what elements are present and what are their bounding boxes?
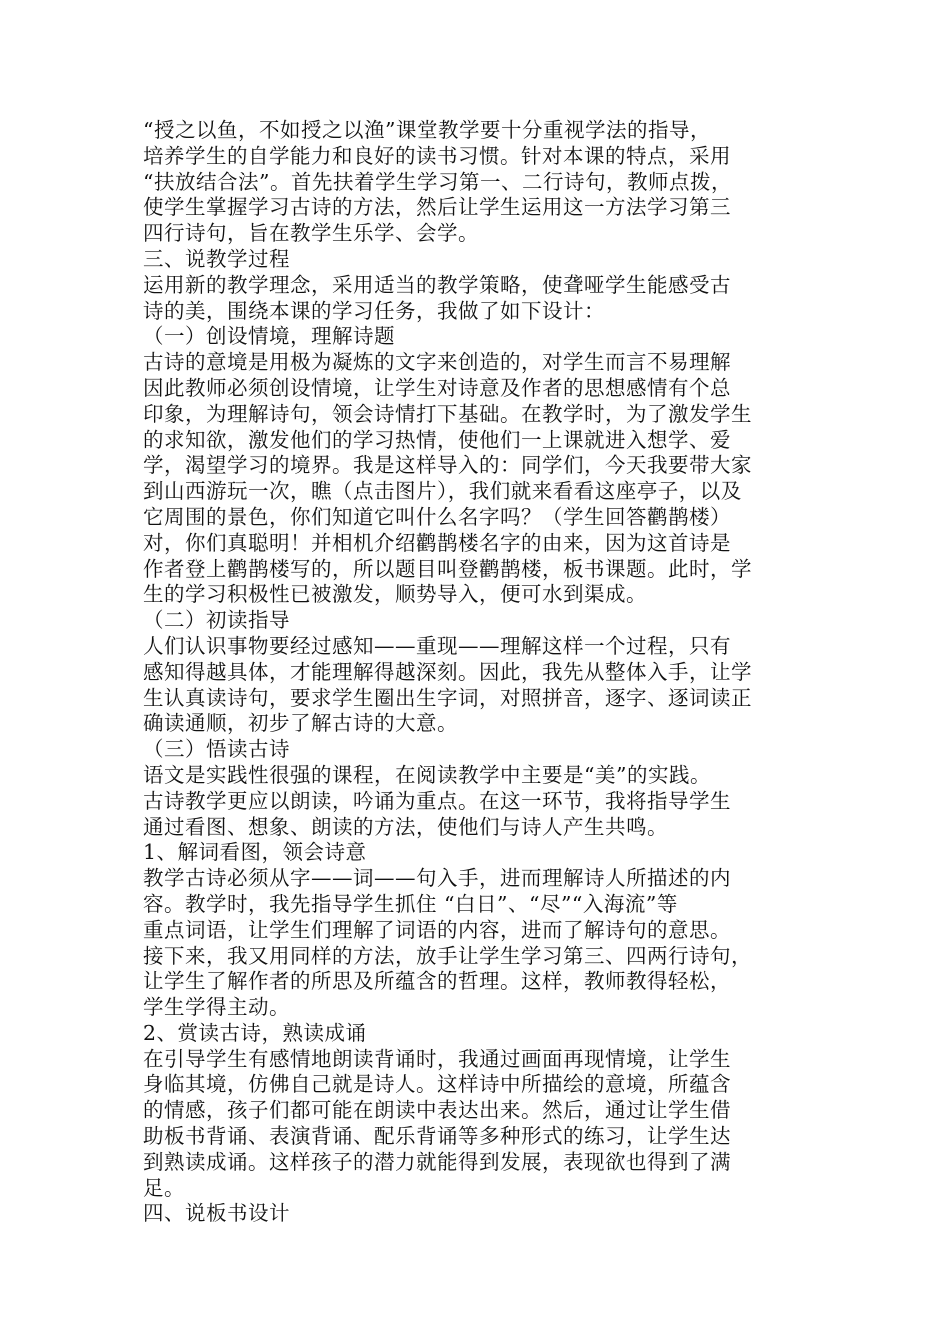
- text-line: 古诗的意境是用极为凝炼的文字来创造的，对学生而言不易理解: [143, 350, 731, 375]
- text-line: 运用新的教学理念，采用适当的教学策略，使聋哑学生能感受古: [143, 272, 731, 297]
- text-line: 教学古诗必须从字——词——句入手，进而理解诗人所描述的内: [143, 866, 731, 891]
- text-line: 古诗教学更应以朗读，吟诵为重点。在这一环节，我将指导学生: [143, 788, 731, 813]
- text-line: 足。: [143, 1175, 185, 1200]
- subsection-heading: 2、赏读古诗，熟读成诵: [143, 1020, 367, 1045]
- subsection-heading: 1、解词看图，领会诗意: [143, 840, 367, 865]
- text-line: “授之以鱼，不如授之以渔”课堂教学要十分重视学法的指导，: [143, 118, 711, 142]
- subsection-heading: （一）创设情境，理解诗题: [143, 324, 395, 349]
- text-line: 生认真读诗句，要求学生圈出生字词，对照拼音，逐字、逐词读正: [143, 685, 752, 710]
- text-line: 通过看图、想象、朗读的方法，使他们与诗人产生共鸣。: [143, 814, 668, 839]
- text-line: 印象，为理解诗句，领会诗情打下基础。在教学时，为了激发学生: [143, 401, 752, 426]
- text-line: 四行诗句，旨在教学生乐学、会学。: [143, 221, 479, 246]
- text-line: 到山西游玩一次，瞧（点击图片），我们就来看看这座亭子，以及: [143, 479, 742, 504]
- subsection-heading: （三）悟读古诗: [143, 737, 290, 762]
- text-line: 人们认识事物要经过感知——重现——理解这样一个过程，只有: [143, 633, 731, 658]
- text-line: 重点词语，让学生们理解了词语的内容，进而了解诗句的意思。: [143, 917, 731, 942]
- text-line: 容。教学时，我先指导学生抓住 “白日”、“尽”“入海流”等: [143, 891, 678, 916]
- text-line: 对，你们真聪明！并相机介绍鹳鹊楼名字的由来，因为这首诗是: [143, 530, 731, 555]
- text-line: 让学生了解作者的所思及所蕴含的哲理。这样，教师教得轻松，: [143, 969, 731, 994]
- text-line: 的情感，孩子们都可能在朗读中表达出来。然后，通过让学生借: [143, 1098, 731, 1123]
- text-line: 感知得越具体，才能理解得越深刻。因此，我先从整体入手，让学: [143, 659, 752, 684]
- text-line: 因此教师必须创设情境，让学生对诗意及作者的思想感情有个总: [143, 375, 731, 400]
- text-line: 学生学得主动。: [143, 995, 290, 1020]
- document-body: [143, 118, 813, 1227]
- text-line: 它周围的景色，你们知道它叫什么名字吗？（学生回答鹳鹊楼）: [143, 504, 731, 529]
- text-line: 的求知欲，激发他们的学习热情，使他们一上课就进入想学、爱: [143, 427, 731, 452]
- text-line: 培养学生的自学能力和良好的读书习惯。针对本课的特点，采用: [143, 143, 731, 168]
- text-line: 学，渴望学习的境界。我是这样导入的：同学们，今天我要带大家: [143, 453, 752, 478]
- text-line: 作者登上鹳鹊楼写的，所以题目叫登鹳鹊楼，板书课题。此时，学: [143, 556, 752, 581]
- section-heading: 四、说板书设计: [143, 1201, 290, 1226]
- text-line: 接下来，我又用同样的方法，放手让学生学习第三、四两行诗句，: [143, 943, 752, 968]
- text-line: 在引导学生有感情地朗读背诵时，我通过画面再现情境，让学生: [143, 1046, 731, 1071]
- text-line: 诗的美，围绕本课的学习任务，我做了如下设计：: [143, 298, 605, 323]
- text-line: 助板书背诵、表演背诵、配乐背诵等多种形式的练习，让学生达: [143, 1124, 731, 1149]
- subsection-heading: （二）初读指导: [143, 608, 290, 633]
- text-line: 到熟读成诵。这样孩子的潜力就能得到发展，表现欲也得到了满: [143, 1149, 731, 1174]
- text-line: 确读通顺，初步了解古诗的大意。: [143, 711, 458, 736]
- text-line: 使学生掌握学习古诗的方法，然后让学生运用这一方法学习第三: [143, 195, 731, 220]
- text-line: 身临其境，仿佛自己就是诗人。这样诗中所描绘的意境，所蕴含: [143, 1072, 731, 1097]
- text-line: “扶放结合法”。首先扶着学生学习第一、二行诗句，教师点拨，: [143, 169, 732, 194]
- text-line: 语文是实践性很强的课程，在阅读教学中主要是“美”的实践。: [143, 762, 711, 787]
- text-line: 生的学习积极性已被激发，顺势导入，便可水到渠成。: [143, 582, 647, 607]
- section-heading: 三、说教学过程: [143, 246, 290, 271]
